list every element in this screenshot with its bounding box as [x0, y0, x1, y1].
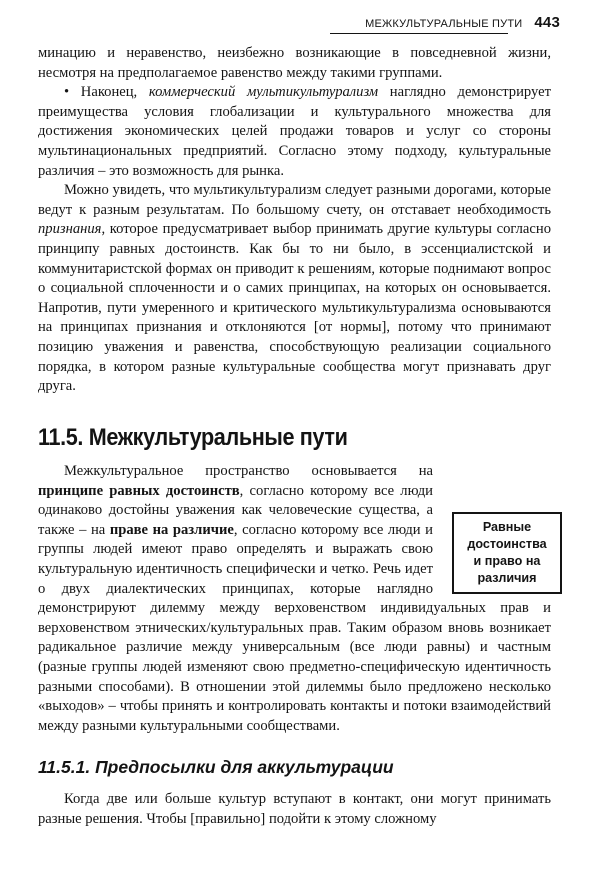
- running-head: [0, 14, 560, 31]
- term-recognition: признания: [38, 221, 102, 238]
- running-head-title: МЕЖКУЛЬТУРАЛЬНЫЕ ПУТИ: [365, 18, 523, 30]
- term-commercial-multiculturalism: коммерческий мультикультурализм: [148, 84, 379, 101]
- header-rule: [330, 33, 508, 34]
- subsection-heading: 11.5.1. Предпосылки для аккультурации: [38, 757, 394, 777]
- paragraph-acculturation: Когда две или больше культур вступают в контакт, они могут принимать разные решения. Чтобы [правильно] подойти к этому сложному: [38, 791, 551, 827]
- intro-text: [38, 44, 551, 397]
- paragraph-recognition: Можно увидеть, что мультикультурализм следует разными дорогами, которые ведут к разным результатам. По большому счету, он отставает необходимость признания, которое предусматривает выбор принимать другие культуры согласно принципу равных достоинств. Как бы то ни было, в эссенциалистской и коммунитаристской формах он приводит к решениям, которые поднимают вопрос о социальной сплоченности и о самих принципах, на которых он основывается. Напротив, пути умеренного и критического мультикультурализма основываются на принципах признания и отклоняются [от нормы], потому что принимают позицию уважения и равенства, способствующую реализации социального порядка, в котором разные культуральные сообщества могут признавать друг друга.: [38, 182, 551, 395]
- paragraph-intercultural-space: Межкультуральное пространство основывается на принципе равных достоинств, согласно которому все люди одинаково достойны уважения как человеческие существа, а также – на праве на различие, согласно которому все люди и группы людей имеют право определять и выражать свою культуральную идентичность специфически и четко. Речь идет о двух диалектических принципах, которые наглядно демонстрируют дилемму между верховенством индивидуальных прав и верховенством этнических/культуральных прав. Таким образом вновь возникает радикальное различие между универсальным (все люди равны) и частным (разные группы людей изменяют свою предметно-специфическую идентичность разными способами). В отношении этой дилеммы было предложено несколько «выходов» – чтобы принять и контролировать контакты и потоки взаимодействий между разными культуральными сообществами.: [38, 463, 551, 734]
- margin-note: Равные достоинства и право на различия: [452, 512, 562, 594]
- subsection-text: [38, 790, 551, 829]
- paragraph-commercial-multiculturalism: • Наконец, коммерческий мультикультурализм наглядно демонстрирует преимущества условия глобализации и культурального множества для достижения экономических целей продажи товаров и услуг со стороны мультинациональных предприятий. Согласно этому подходу, культуральные различия – это возможность для рынка.: [38, 84, 551, 179]
- term-equal-dignity: принципе равных достоинств: [38, 482, 240, 499]
- term-right-to-difference: праве на различие: [109, 521, 234, 538]
- paragraph-continuation: минацию и неравенство, неизбежно возникающие в повседневной жизни, несмотря на предполагаемое равенство между такими группами.: [38, 45, 551, 81]
- section-heading: 11.5. Межкультуральные пути: [38, 424, 348, 451]
- section-text: [38, 462, 551, 736]
- page-number: 443: [534, 14, 560, 31]
